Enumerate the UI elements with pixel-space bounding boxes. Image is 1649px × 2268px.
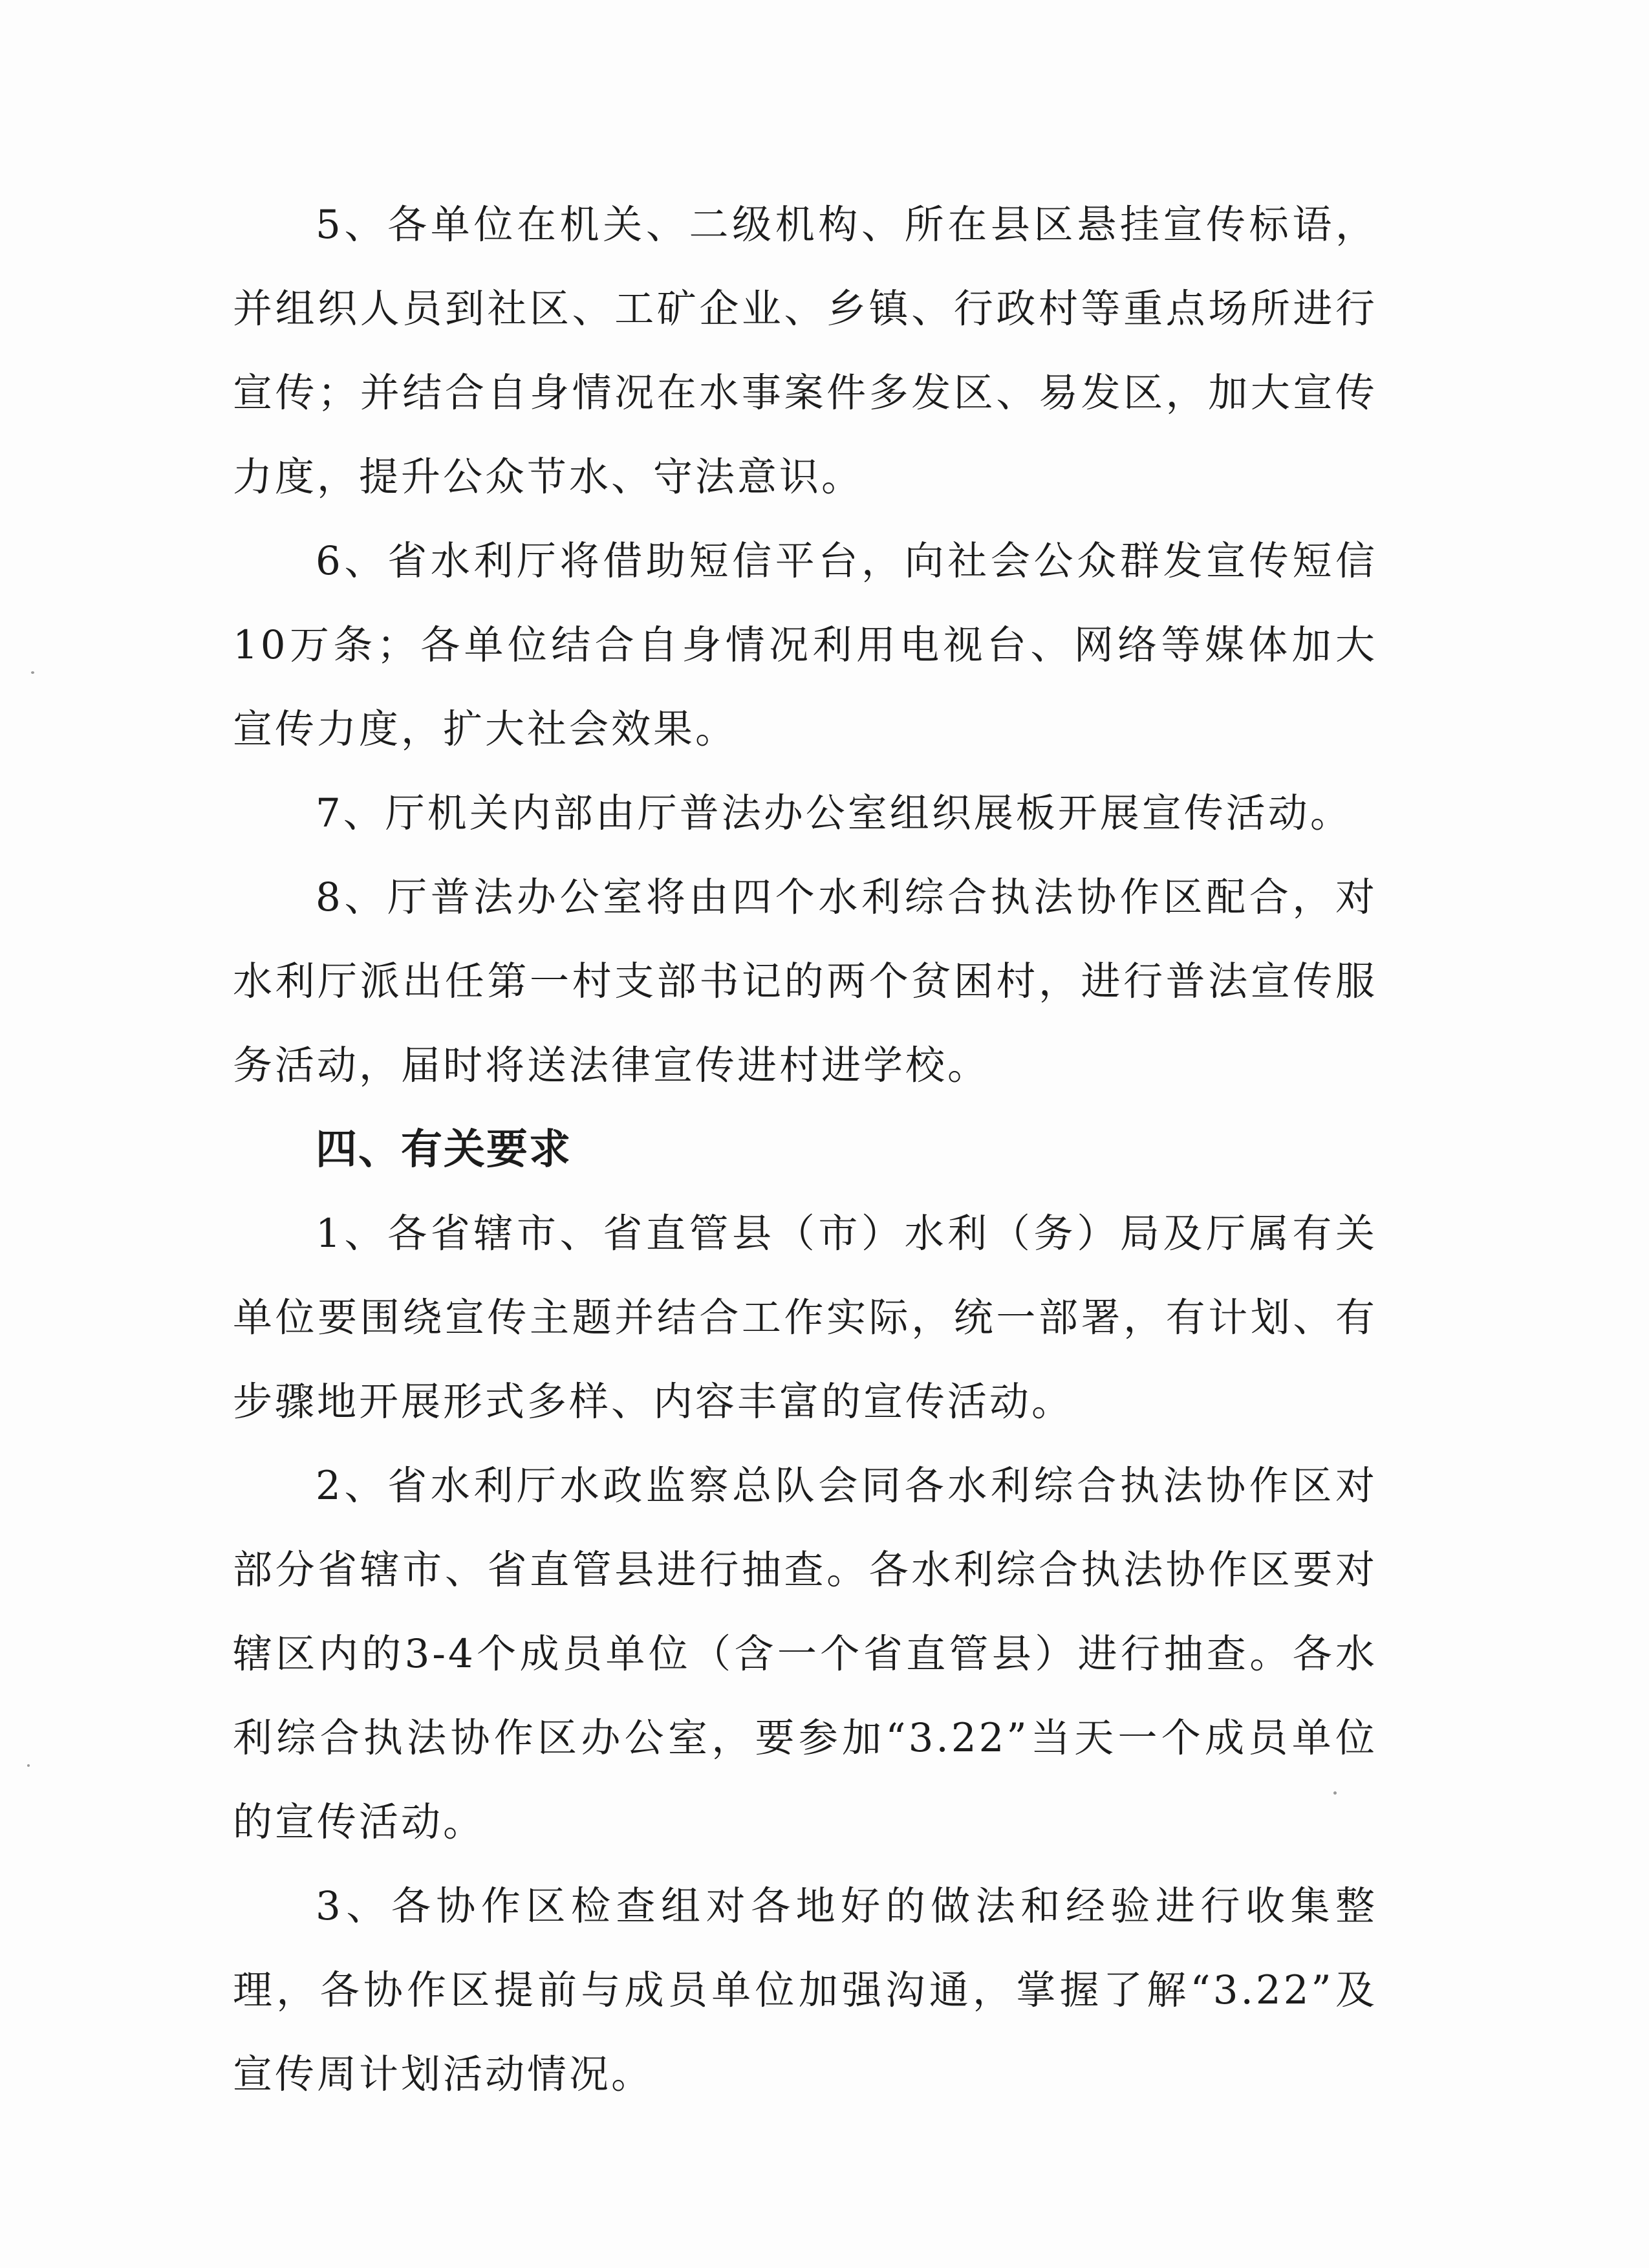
scan-speck [1333, 1791, 1337, 1795]
scan-speck [31, 671, 34, 674]
item-8-paragraph: 8、厅普法办公室将由四个水利综合执法协作区配合，对水利厅派出任第一村支部书记的两个贫困村，进行普法宣传服务活动，届时将送法律宣传进村进学校。 [233, 874, 1377, 1088]
item-6-paragraph: 6、省水利厅将借助短信平台，向社会公众群发宣传短信10万条；各单位结合自身情况利用电视台、网络等媒体加大宣传力度，扩大社会效果。 [233, 538, 1377, 752]
item-5-paragraph: 5、各单位在机关、二级机构、所在县区悬挂宣传标语，并组织人员到社区、工矿企业、乡镇、行政村等重点场所进行宣传；并结合自身情况在水事案件多发区、易发区，加大宣传力度，提升公众节水、守法意识。 [233, 202, 1377, 500]
section-heading: 四、有关要求 [316, 1126, 572, 1174]
requirement-2-paragraph: 2、省水利厅水政监察总队会同各水利综合执法协作区对部分省辖市、省直管县进行抽查。各水利综合执法协作区要对辖区内的3-4个成员单位（含一个省直管县）进行抽查。各水利综合执法协作区办公室，要参加“3.22”当天一个成员单位的宣传活动。 [233, 1463, 1377, 1845]
requirement-3-paragraph: 3、各协作区检查组对各地好的做法和经验进行收集整理，各协作区提前与成员单位加强沟通，掌握了解“3.22”及宣传周计划活动情况。 [233, 1883, 1377, 2097]
requirement-1-paragraph: 1、各省辖市、省直管县（市）水利（务）局及厅属有关单位要围绕宣传主题并结合工作实际，统一部署，有计划、有步骤地开展形式多样、内容丰富的宣传活动。 [233, 1211, 1377, 1425]
item-7-paragraph: 7、厅机关内部由厅普法办公室组织展板开展宣传活动。 [316, 790, 1352, 836]
scan-speck [27, 1764, 30, 1767]
